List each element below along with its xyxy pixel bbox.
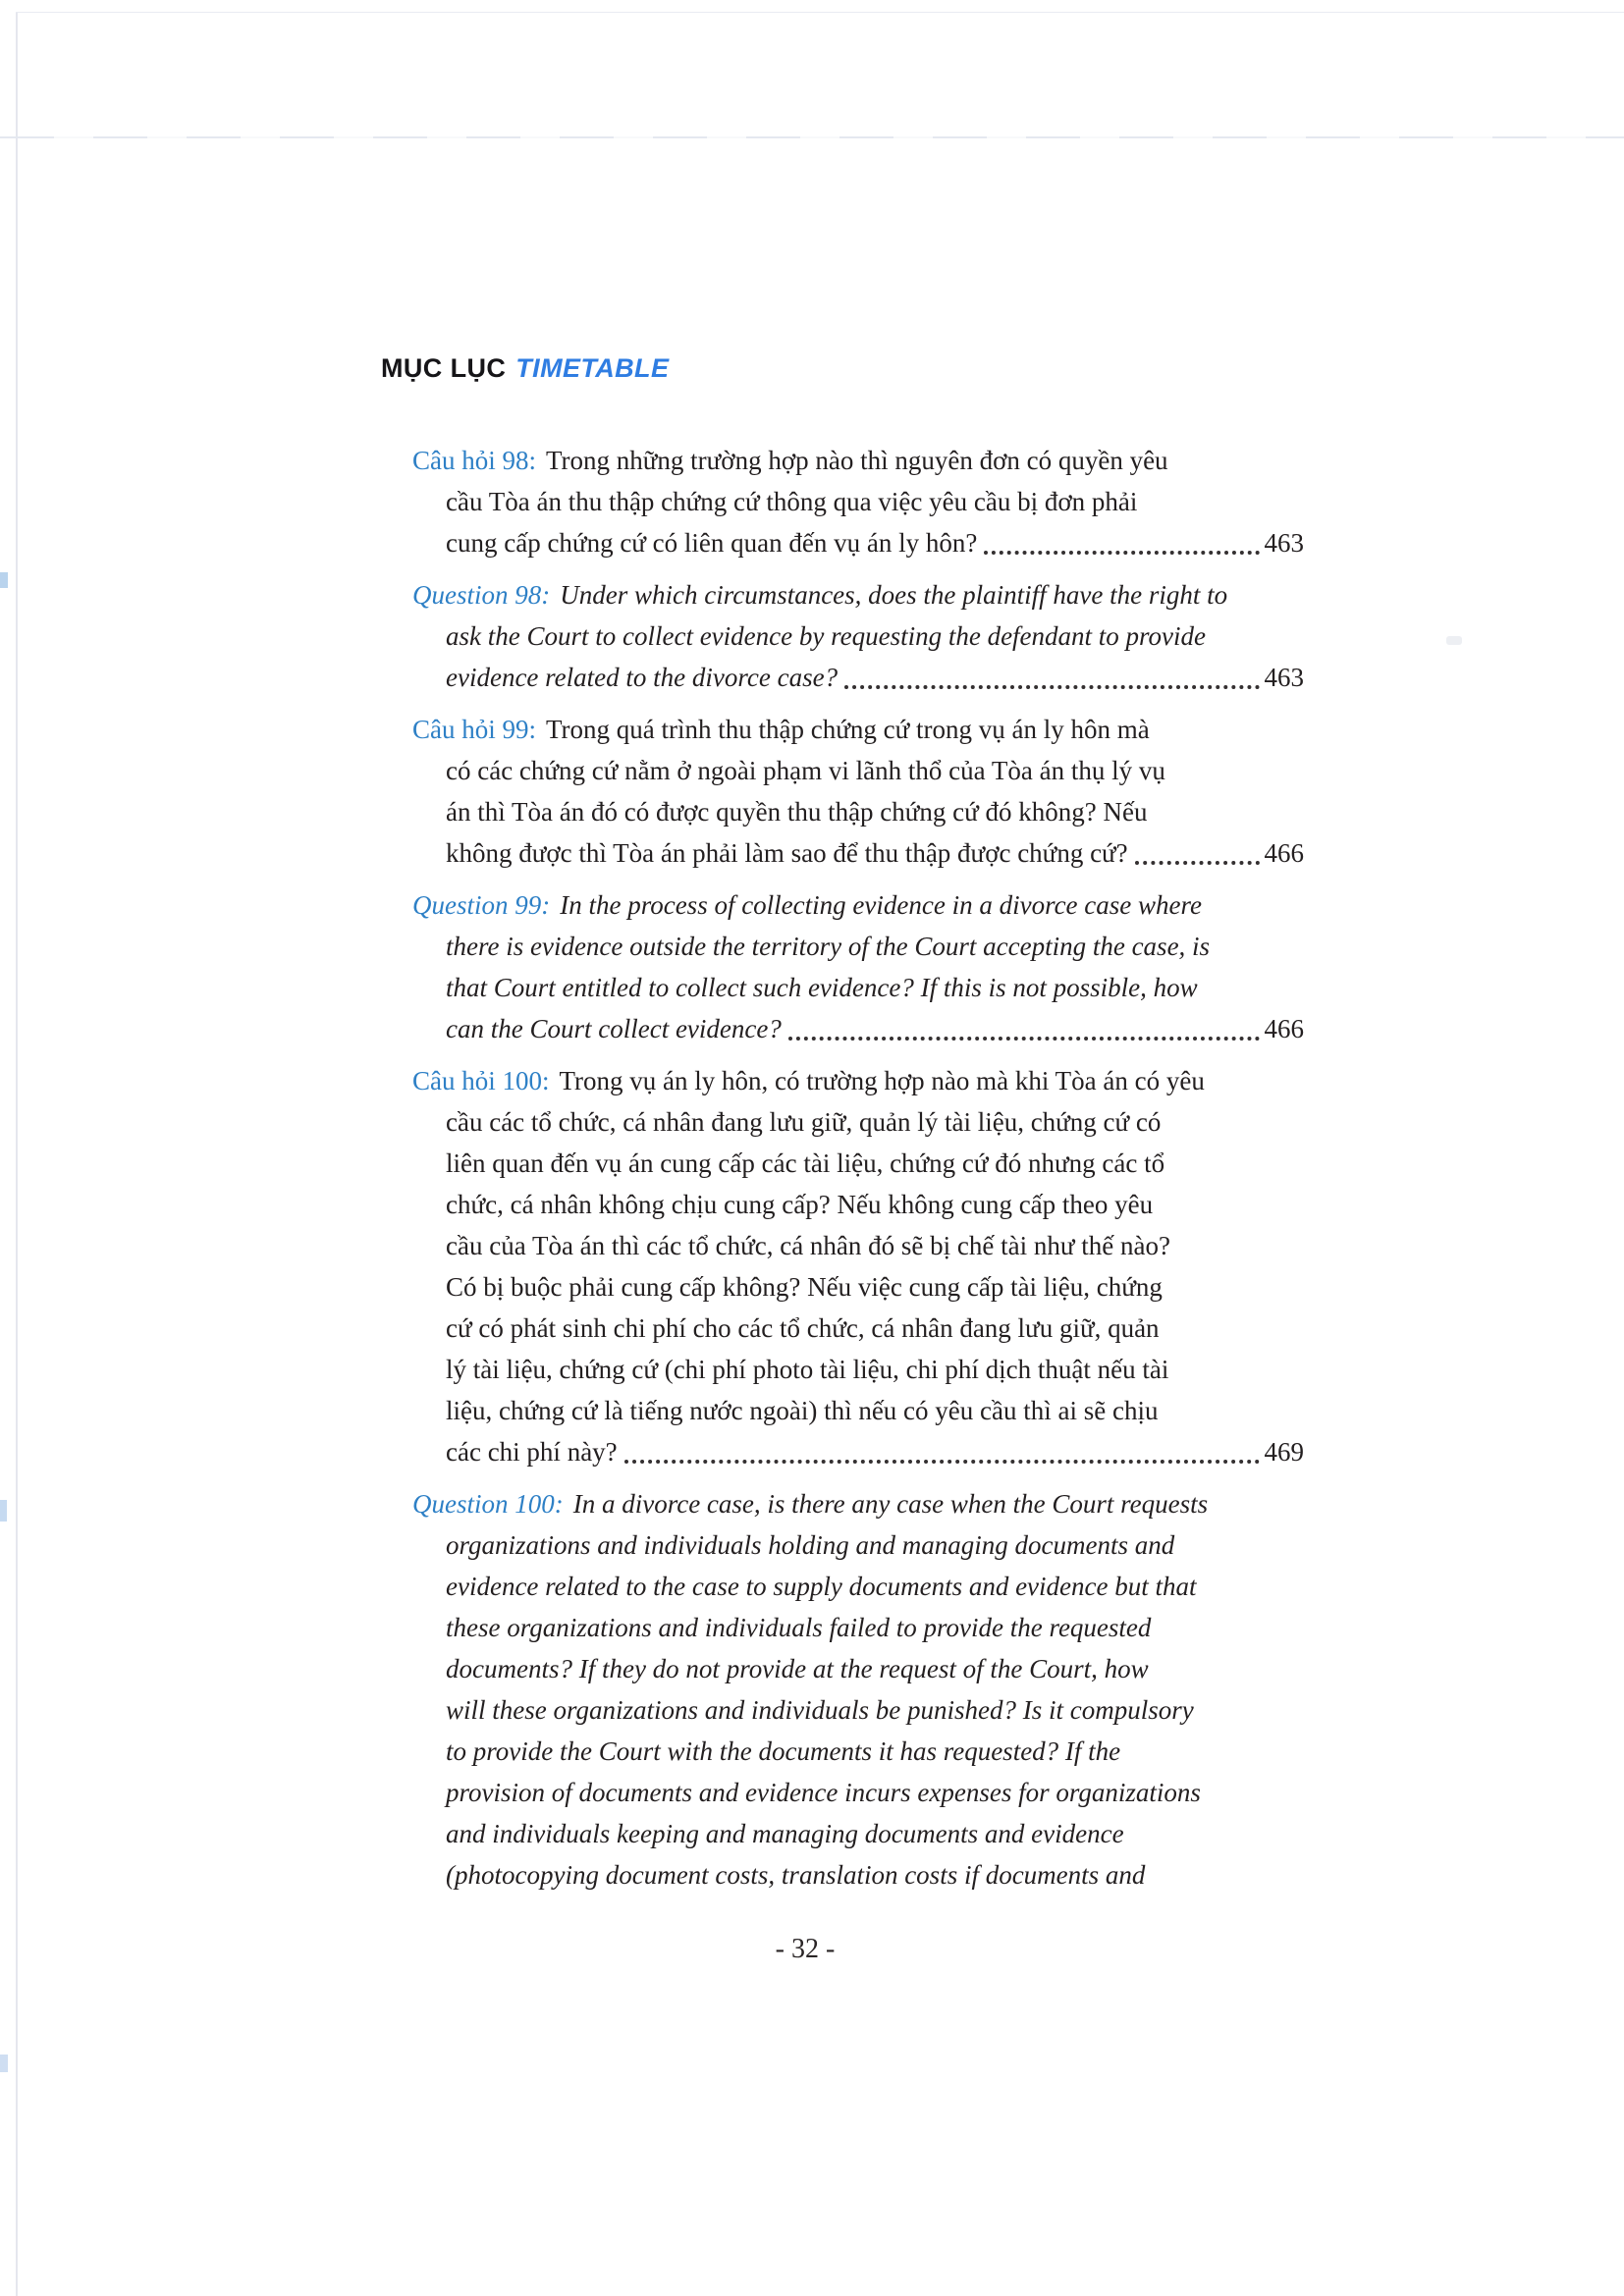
toc-entry-body xyxy=(446,615,1304,657)
toc-entry-first-line xyxy=(412,440,1304,481)
toc-entry xyxy=(412,1060,1304,1472)
toc-entry-label: Question 99: xyxy=(412,890,551,920)
toc-entry-line: Có bị buộc phải cung cấp không? Nếu việc cung cấp tài liệu, chứng xyxy=(446,1272,1163,1302)
toc-page-number: 466 xyxy=(1264,838,1304,868)
toc-entry-line: will these organizations and individuals be punished? Is it compulsory xyxy=(446,1695,1194,1725)
page-number-footer: - 32 - xyxy=(775,1934,836,1964)
header-title-english: TIMETABLE xyxy=(515,353,670,383)
toc-entry-line: to provide the Court with the documents it has requested? If the xyxy=(446,1736,1121,1766)
toc-entry-line: lý tài liệu, chứng cứ (chi phí photo tài liệu, chi phí dịch thuật nếu tài xyxy=(446,1355,1169,1384)
toc-entry-text: Trong vụ án ly hôn, có trường hợp nào mà khi Tòa án có yêu xyxy=(559,1066,1205,1095)
toc-entry-last-line xyxy=(446,832,1304,874)
toc-entry-line: cầu Tòa án thu thập chứng cứ thông qua việc yêu cầu bị đơn phải xyxy=(446,487,1138,516)
toc-entry-first-line xyxy=(412,1060,1304,1101)
toc-entry-text: Trong quá trình thu thập chứng cứ trong vụ án ly hôn mà xyxy=(546,715,1150,744)
toc-dot-leader xyxy=(624,1460,1260,1464)
toc-dot-leader xyxy=(844,685,1259,689)
toc-page-number: 466 xyxy=(1264,1014,1304,1043)
toc-entry-text: can the Court collect evidence? xyxy=(446,1014,782,1043)
toc-entry-line: evidence related to the case to supply documents and evidence but that xyxy=(446,1572,1197,1601)
toc-entry-last-line xyxy=(446,522,1304,563)
scan-edge-mark xyxy=(0,572,8,588)
scan-fold-line xyxy=(0,136,1624,138)
toc-entry-last-line xyxy=(446,1008,1304,1049)
toc-entry-label: Question 98: xyxy=(412,580,551,610)
toc-entry xyxy=(412,709,1304,874)
toc-entry-text: evidence related to the divorce case? xyxy=(446,663,839,692)
scan-smudge xyxy=(1446,636,1462,645)
toc-entry xyxy=(412,1483,1304,1896)
toc-dot-leader xyxy=(788,1037,1260,1041)
toc-entry-line: liên quan đến vụ án cung cấp các tài liệu, chứng cứ đó nhưng các tổ xyxy=(446,1148,1165,1178)
toc-page-number: 469 xyxy=(1264,1437,1304,1467)
toc-entry-line: chức, cá nhân không chịu cung cấp? Nếu không cung cấp theo yêu xyxy=(446,1190,1154,1219)
toc-entry-text: không được thì Tòa án phải làm sao để thu thập được chứng cứ? xyxy=(446,838,1128,868)
toc-entry-line: cầu của Tòa án thì các tổ chức, cá nhân đó sẽ bị chế tài như thế nào? xyxy=(446,1231,1170,1260)
toc-entry-line: and individuals keeping and managing documents and evidence xyxy=(446,1819,1124,1848)
toc-entry xyxy=(412,884,1304,1049)
page-header xyxy=(381,353,669,384)
toc-list xyxy=(412,440,1304,1906)
toc-entry-first-line xyxy=(412,1483,1304,1524)
toc-entry-label: Question 100: xyxy=(412,1489,564,1519)
header-title-vietnamese: MỤC LỤC xyxy=(381,353,507,383)
toc-entry-line: cầu các tổ chức, cá nhân đang lưu giữ, quản lý tài liệu, chứng cứ có xyxy=(446,1107,1162,1137)
toc-entry-text: cung cấp chứng cứ có liên quan đến vụ án ly hôn? xyxy=(446,528,978,558)
toc-entry-line: cứ có phát sinh chi phí cho các tổ chức, cá nhân đang lưu giữ, quản xyxy=(446,1313,1160,1343)
toc-entry-line: ask the Court to collect evidence by requesting the defendant to provide xyxy=(446,621,1207,651)
toc-entry-body xyxy=(446,750,1304,832)
toc-entry xyxy=(412,440,1304,563)
toc-entry-line: (photocopying document costs, translation costs if documents and xyxy=(446,1860,1146,1890)
scan-edge-top-line xyxy=(16,12,1624,13)
scan-edge-mark xyxy=(0,2055,8,2072)
toc-entry-label: Câu hỏi 98: xyxy=(412,446,536,475)
toc-entry-line: liệu, chứng cứ là tiếng nước ngoài) thì nếu có yêu cầu thì ai sẽ chịu xyxy=(446,1396,1159,1425)
scan-edge-mark xyxy=(0,1500,7,1522)
toc-entry-line: documents? If they do not provide at the request of the Court, how xyxy=(446,1654,1149,1683)
toc-entry-text: Under which circumstances, does the plaintiff have the right to xyxy=(560,580,1228,610)
scan-edge-vertical-line xyxy=(16,12,18,2296)
toc-page-number: 463 xyxy=(1264,528,1304,558)
toc-page-number: 463 xyxy=(1264,663,1304,692)
toc-dot-leader xyxy=(984,551,1259,555)
toc-entry-first-line xyxy=(412,709,1304,750)
toc-entry xyxy=(412,574,1304,698)
toc-entry-body xyxy=(446,1524,1304,1896)
toc-entry-text: In the process of collecting evidence in a divorce case where xyxy=(560,890,1202,920)
toc-entry-first-line xyxy=(412,574,1304,615)
toc-entry-label: Câu hỏi 99: xyxy=(412,715,536,744)
toc-entry-label: Câu hỏi 100: xyxy=(412,1066,550,1095)
toc-entry-line: có các chứng cứ nằm ở ngoài phạm vi lãnh thổ của Tòa án thụ lý vụ xyxy=(446,756,1165,785)
toc-entry-line: organizations and individuals holding and managing documents and xyxy=(446,1530,1175,1560)
toc-entry-text: Trong những trường hợp nào thì nguyên đơn có quyền yêu xyxy=(546,446,1168,475)
toc-entry-body xyxy=(446,481,1304,522)
toc-entry-text: các chi phí này? xyxy=(446,1437,618,1467)
toc-entry-text: In a divorce case, is there any case when the Court requests xyxy=(572,1489,1209,1519)
toc-entry-line: provision of documents and evidence incurs expenses for organizations xyxy=(446,1778,1201,1807)
toc-entry-first-line xyxy=(412,884,1304,926)
toc-dot-leader xyxy=(1135,861,1260,865)
toc-entry-last-line xyxy=(446,1431,1304,1472)
toc-entry-body xyxy=(446,926,1304,1008)
toc-entry-line: there is evidence outside the territory of the Court accepting the case, is xyxy=(446,932,1211,961)
toc-entry-line: that Court entitled to collect such evidence? If this is not possible, how xyxy=(446,973,1198,1002)
toc-entry-last-line xyxy=(446,657,1304,698)
toc-entry-body xyxy=(446,1101,1304,1431)
toc-entry-line: these organizations and individuals failed to provide the requested xyxy=(446,1613,1152,1642)
toc-entry-line: án thì Tòa án đó có được quyền thu thập chứng cứ đó không? Nếu xyxy=(446,797,1148,827)
